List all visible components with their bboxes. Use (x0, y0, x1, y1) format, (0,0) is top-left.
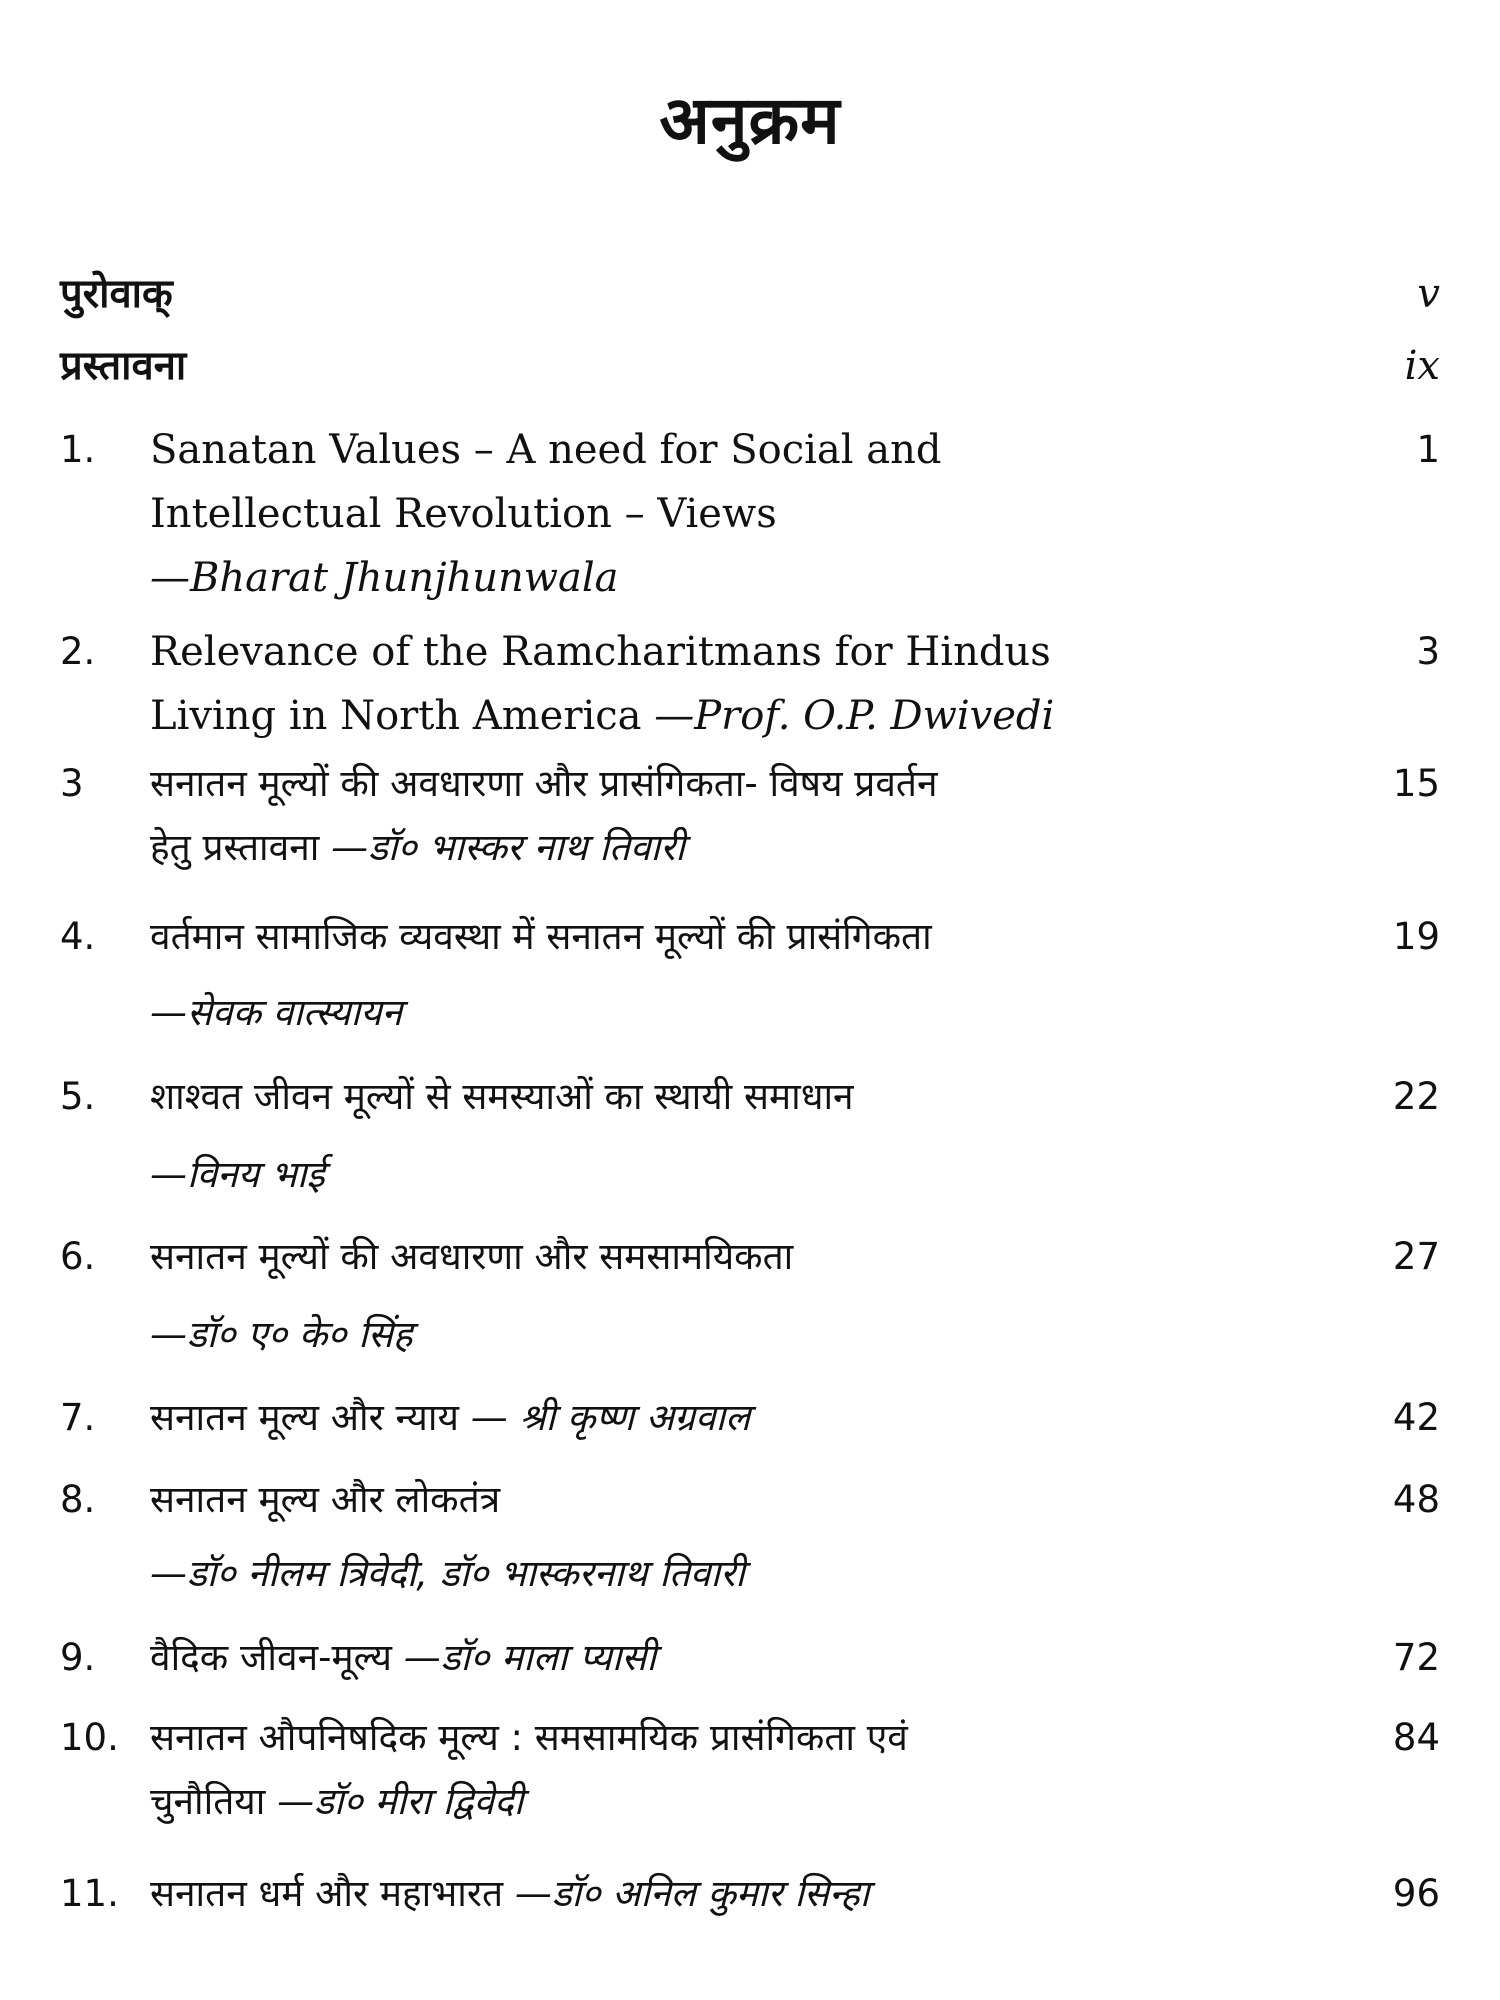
toc-entry-text (150, 1626, 1280, 1690)
toc-entry-title-line: सनातन मूल्यों की अवधारणा और प्रासंगिकता- विषय प्रवर्तन (150, 762, 938, 805)
toc-page-number: 48 (1392, 1478, 1440, 1521)
toc-entry-title-line (150, 1626, 1280, 1690)
toc-entry-title-part: हेतु प्रस्तावना (150, 826, 332, 869)
toc-entry-number: 8. (60, 1478, 96, 1521)
toc-entry-text (150, 1225, 1280, 1367)
toc-entry-number: 9. (60, 1636, 96, 1679)
toc-entry-title-line: सनातन औपनिषदिक मूल्य : समसामयिक प्रासंगिकता एवं (150, 1716, 908, 1759)
toc-entry-title-line (150, 1770, 1280, 1834)
toc-entry-number: 10. (60, 1716, 119, 1759)
toc-entry-text (150, 905, 1280, 1045)
toc-entry-number: 5. (60, 1075, 96, 1118)
toc-entry-title-line: सनातन मूल्य और लोकतंत्र (150, 1478, 501, 1521)
toc-entry-author: —डॉ० मीरा द्विवेदी (277, 1780, 524, 1823)
page-title: अनुक्रम (659, 82, 841, 159)
toc-entry-title-line: Intellectual Revolution – Views (150, 491, 777, 537)
toc-entry-number: 2. (60, 630, 96, 673)
toc-entry-author: —डॉ० अनिल कुमार सिन्हा (514, 1872, 870, 1915)
toc-entry-author: —Bharat Jhunjhunwala (150, 555, 619, 601)
toc-entry-title-line: Relevance of the Ramcharitmans for Hindus (150, 629, 1051, 675)
toc-entry-author: —डॉ० ए० के० सिंह (150, 1313, 413, 1356)
toc-entry-text (150, 1386, 1280, 1450)
toc-entry-number: 7. (60, 1396, 96, 1439)
toc-entry-title-part: चुनौतिया (150, 1780, 278, 1823)
toc-page-number: 19 (1392, 915, 1440, 958)
toc-entry-number: 3 (60, 762, 84, 805)
toc-entry-title-line: वर्तमान सामाजिक व्यवस्था में सनातन मूल्यों की प्रासंगिकता (150, 915, 932, 958)
toc-entry-text (150, 1065, 1280, 1207)
toc-page-number: 27 (1392, 1235, 1440, 1278)
toc-entry-title-part: वैदिक जीवन-मूल्य (150, 1636, 404, 1679)
toc-page-number: 96 (1392, 1872, 1440, 1915)
toc-entry-author: —डॉ० माला प्यासी (403, 1636, 657, 1679)
toc-entry-text (150, 1706, 1280, 1834)
toc-front-label: पुरोवाक् (60, 271, 173, 317)
toc-entry-author: —विनय भाई (150, 1153, 325, 1196)
toc-entry-number: 4. (60, 915, 96, 958)
toc-page-number: 15 (1392, 762, 1440, 805)
toc-entry-text (150, 418, 1280, 610)
toc-entry-number: 1. (60, 428, 96, 471)
toc-entry-title-line (150, 1862, 1280, 1926)
toc-page-number: ix (1404, 343, 1440, 389)
toc-page-number: 22 (1392, 1075, 1440, 1118)
toc-entry-title-part: सनातन धर्म और महाभारत (150, 1872, 515, 1915)
toc-entry-author: —Prof. O.P. Dwivedi (654, 693, 1055, 739)
toc-page-number: v (1417, 271, 1440, 317)
toc-page-number: 84 (1392, 1716, 1440, 1759)
toc-entry-text (150, 752, 1280, 880)
toc-front-label: प्रस्तावना (60, 343, 187, 389)
toc-entry-number: 11. (60, 1872, 119, 1915)
toc-entry-author: —सेवक वात्स्यायन (150, 991, 403, 1034)
toc-entry-title-part: सनातन मूल्य और न्याय (150, 1396, 471, 1439)
toc-entry-text (150, 1862, 1280, 1926)
toc-entry-title-line (150, 1386, 1280, 1450)
toc-entry-author: — श्री कृष्ण अग्रवाल (470, 1396, 751, 1439)
toc-entry-text (150, 620, 1280, 748)
toc-entry-author: —डॉ० भास्कर नाथ तिवारी (331, 826, 685, 869)
toc-entry-title-part: Living in North America (150, 693, 655, 739)
toc-entry-title-line (150, 684, 1280, 748)
toc-entry-text (150, 1468, 1280, 1606)
toc-page-number: 1 (1416, 428, 1440, 471)
toc-entry-author: —डॉ० नीलम त्रिवेदी, डॉ० भास्करनाथ तिवारी (150, 1552, 745, 1595)
toc-page-number: 42 (1392, 1396, 1440, 1439)
toc-entry-title-line: सनातन मूल्यों की अवधारणा और समसामयिकता (150, 1235, 794, 1278)
toc-entry-number: 6. (60, 1235, 96, 1278)
toc-page-number: 3 (1416, 630, 1440, 673)
toc-entry-title-line: शाश्वत जीवन मूल्यों से समस्याओं का स्थायी समाधान (150, 1075, 854, 1118)
toc-entry-title-line: Sanatan Values – A need for Social and (150, 427, 942, 473)
toc-page-number: 72 (1392, 1636, 1440, 1679)
toc-entry-title-line (150, 816, 1280, 880)
